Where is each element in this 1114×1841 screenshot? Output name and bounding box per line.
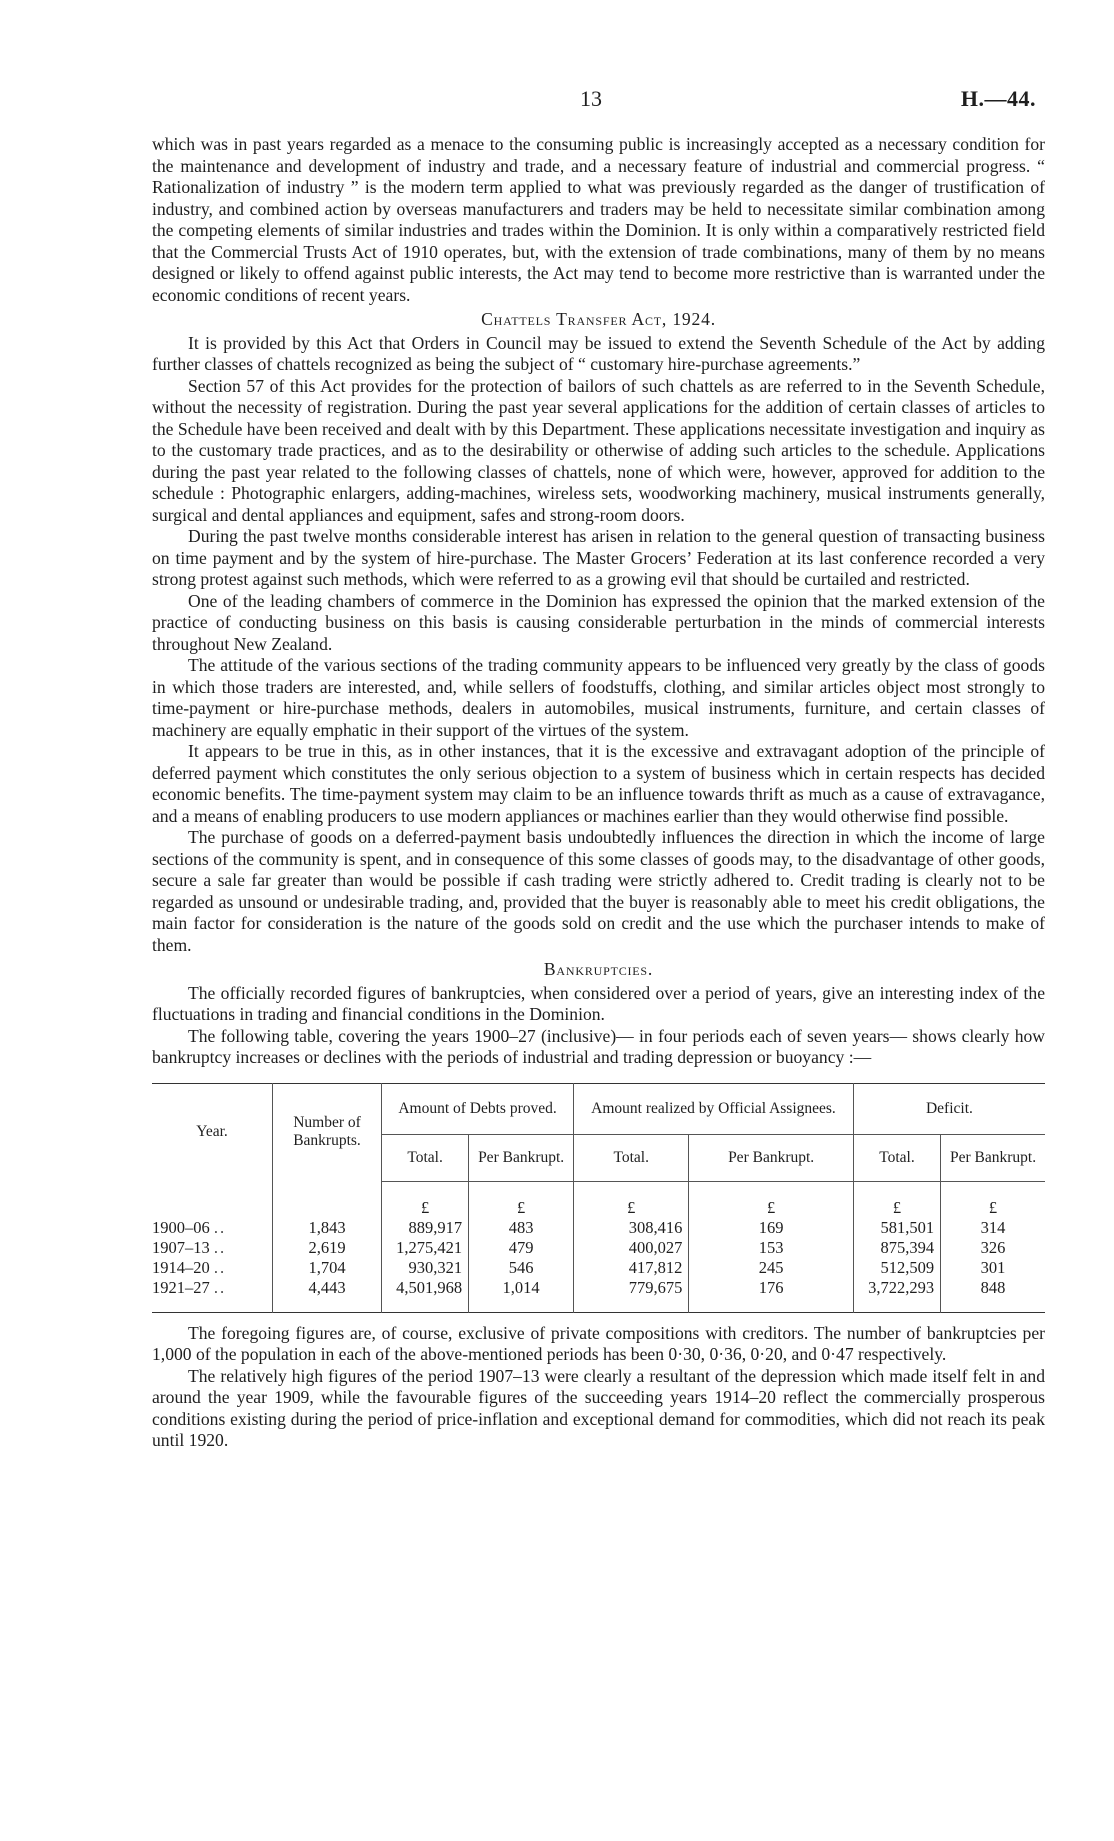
cell-realized-total: 308,416 xyxy=(574,1218,689,1238)
paragraph: The officially recorded figures of bankruptcies, when considered over a period of years, give an interesting index of the fluctuations in trading and financial conditions in the Dominion. xyxy=(152,982,1045,1024)
paragraph: The attitude of the various sections of the trading community appears to be influenced very greatly by the class of goods in which those traders are interested, and, while sellers of foodstuffs, clothing, and similar articles object most strongly to time-payment or hire-purchase methods, dealers in automobiles, musical instruments, furniture, and certain classes of machinery are equally emphatic in their support of the virtues of the system. xyxy=(152,655,1045,740)
body-text-upper xyxy=(152,134,1045,1452)
unit-label: £ xyxy=(469,1181,574,1218)
cell-debts-per: 479 xyxy=(469,1238,574,1258)
page-number: 13 xyxy=(580,86,602,111)
cell-debts-total: 1,275,421 xyxy=(382,1238,469,1258)
paragraph: Section 57 of this Act provides for the protection of bailors of such chattels as are referred to in the Seventh Schedule, without the necessity of registration. During the past year several applications for the addition of certain classes of articles to the Schedule have been received and dealt with by this Department. These applications necessitate investigation and inquiry as to the customary trade practices, and as to the desirability or otherwise of adding such articles to the schedule. Applications during the past year related to the following classes of chattels, none of which were, however, approved for addition to the schedule : Photographic enlargers, adding-machines, wireless sets, woodworking machinery, musical instruments generally, surgical and dental appliances and equipment, safes and strong-room doors. xyxy=(152,375,1045,525)
cell-number: 1,843 xyxy=(273,1218,382,1238)
row-year: 1907–13 xyxy=(152,1237,210,1257)
paragraph: The purchase of goods on a deferred-payment basis undoubtedly influences the direction in which the income of large sections of the community is spent, and in consequence of this some classes of goods may, to the disadvantage of other goods, secure a sale far greater than would be possible if cash trading were strictly adhered to. Credit trading is clearly not to be regarded as unsound or undesirable trading, and, provided that the buyer is reasonably able to meet his credit obligations, the main factor for consideration is the nature of the goods sold on credit and the use which the purchaser intends to make of them. xyxy=(152,827,1045,955)
units-row xyxy=(152,1181,1045,1218)
cell-realized-total: 417,812 xyxy=(574,1258,689,1278)
cell-debts-per: 546 xyxy=(469,1258,574,1278)
cell-deficit-total: 875,394 xyxy=(853,1238,940,1258)
cell-debts-per: 1,014 xyxy=(469,1278,574,1313)
col-header-deficit-per: Per Bankrupt. xyxy=(941,1134,1045,1181)
cell-realized-per: 245 xyxy=(689,1258,854,1278)
paragraph: The relatively high figures of the period 1907–13 were clearly a resultant of the depression which made itself felt in and around the year 1909, while the favourable figures of the succeeding years 1914–20 reflect the commercially prosperous conditions existing during the period of price-inflation and exceptional demand for commodities, which did not reach its peak until 1920. xyxy=(152,1365,1045,1450)
unit-label: £ xyxy=(689,1181,854,1218)
row-leader: .. xyxy=(213,1257,227,1277)
table-row xyxy=(152,1238,1045,1258)
cell-realized-total: 400,027 xyxy=(574,1238,689,1258)
cell-realized-per: 153 xyxy=(689,1238,854,1258)
row-year: 1921–27 xyxy=(152,1277,210,1297)
cell-deficit-per: 314 xyxy=(941,1218,1045,1238)
cell-debts-per: 483 xyxy=(469,1218,574,1238)
unit-label: £ xyxy=(382,1181,469,1218)
paragraph: which was in past years regarded as a menace to the consuming public is increasingly accepted as a necessary condition for the maintenance and development of industry and trade, and a necessary feature of industrial and commercial progress. “ Rationalization of industry ” is the modern term applied to what was previously regarded as the danger of trustification of industry, and combined action by overseas manufacturers and traders may be held to necessitate similar combination among the competing elements of similar industries and trades within the Dominion. It is only within a comparatively restricted field that the Commercial Trusts Act of 1910 operates, but, with the extension of trade combinations, many of them by no means designed or likely to offend against public interests, the Act may tend to become more restrictive than is warranted under the economic conditions of recent years. xyxy=(152,134,1045,305)
col-header-realized-per: Per Bankrupt. xyxy=(689,1134,854,1181)
row-leader: .. xyxy=(213,1277,227,1297)
paragraph: It appears to be true in this, as in other instances, that it is the excessive and extravagant adoption of the principle of deferred payment which constitutes the only serious objection to a system of business which in certain respects has decided economic benefits. The time-payment system may claim to be an influence towards thrift as much as a cause of extravagance, and a means of enabling producers to use modern appliances or machines earlier than they would otherwise find possible. xyxy=(152,741,1045,826)
table-row xyxy=(152,1278,1045,1313)
col-header-realized-total: Total. xyxy=(574,1134,689,1181)
col-header-year: Year. xyxy=(196,1123,228,1141)
bankruptcy-table xyxy=(152,1083,1045,1313)
cell-deficit-total: 3,722,293 xyxy=(853,1278,940,1313)
col-header-debts-per: Per Bankrupt. xyxy=(469,1134,574,1181)
cell-realized-per: 169 xyxy=(689,1218,854,1238)
cell-deficit-per: 326 xyxy=(941,1238,1045,1258)
section-heading-chattels: Chattels Transfer Act, 1924. xyxy=(481,309,716,329)
row-year: 1914–20 xyxy=(152,1257,210,1277)
cell-debts-total: 4,501,968 xyxy=(382,1278,469,1313)
cell-deficit-per: 848 xyxy=(941,1278,1045,1313)
col-header-debts: Amount of Debts proved. xyxy=(382,1083,574,1134)
row-year: 1900–06 xyxy=(152,1217,210,1237)
col-header-realized: Amount realized by Official Assignees. xyxy=(574,1083,854,1134)
col-header-deficit-total: Total. xyxy=(853,1134,940,1181)
cell-number: 4,443 xyxy=(273,1278,382,1313)
cell-number: 2,619 xyxy=(273,1238,382,1258)
paragraph: The following table, covering the years 1900–27 (inclusive)— in four periods each of seven years— shows clearly how bankruptcy increases or declines with the periods of industrial and trading depression or buoyancy :— xyxy=(152,1025,1045,1067)
col-header-deficit: Deficit. xyxy=(853,1083,1045,1134)
paragraph: The foregoing figures are, of course, exclusive of private compositions with creditors. The number of bankruptcies per 1,000 of the population in each of the above-mentioned periods has been 0·30, 0·36, 0·20, and 0·47 respectively. xyxy=(152,1322,1045,1364)
paragraph: During the past twelve months considerable interest has arisen in relation to the general question of transacting business on time payment and by the system of hire-purchase. The Master Grocers’ Federation at its last conference recorded a very strong protest against such methods, which were referred to as a growing evil that should be curtailed and restricted. xyxy=(152,526,1045,589)
page-header xyxy=(0,86,1114,126)
cell-realized-per: 176 xyxy=(689,1278,854,1313)
unit-label: £ xyxy=(574,1181,689,1218)
paragraph: One of the leading chambers of commerce in the Dominion has expressed the opinion that the marked extension of the practice of conducting business on this basis is causing considerable perturbation in the minds of commercial interests throughout New Zealand. xyxy=(152,590,1045,654)
unit-label: £ xyxy=(941,1181,1045,1218)
paragraph: It is provided by this Act that Orders in Council may be issued to extend the Seventh Schedule of the Act by adding further classes of chattels recognized as being the subject of “ customary hire-purchase agreements.” xyxy=(152,332,1045,374)
cell-realized-total: 779,675 xyxy=(574,1278,689,1313)
cell-deficit-per: 301 xyxy=(941,1258,1045,1278)
table-row xyxy=(152,1258,1045,1278)
cell-deficit-total: 512,509 xyxy=(853,1258,940,1278)
row-leader: .. xyxy=(213,1217,227,1237)
col-header-number: Number of Bankrupts. xyxy=(273,1083,382,1181)
cell-debts-total: 889,917 xyxy=(382,1218,469,1238)
cell-number: 1,704 xyxy=(273,1258,382,1278)
unit-label: £ xyxy=(853,1181,940,1218)
row-leader: .. xyxy=(213,1237,227,1257)
cell-deficit-total: 581,501 xyxy=(853,1218,940,1238)
col-header-debts-total: Total. xyxy=(382,1134,469,1181)
table-row xyxy=(152,1218,1045,1238)
cell-debts-total: 930,321 xyxy=(382,1258,469,1278)
section-heading-bankruptcies: Bankruptcies. xyxy=(543,959,654,979)
document-reference: H.—44. xyxy=(960,86,1036,111)
